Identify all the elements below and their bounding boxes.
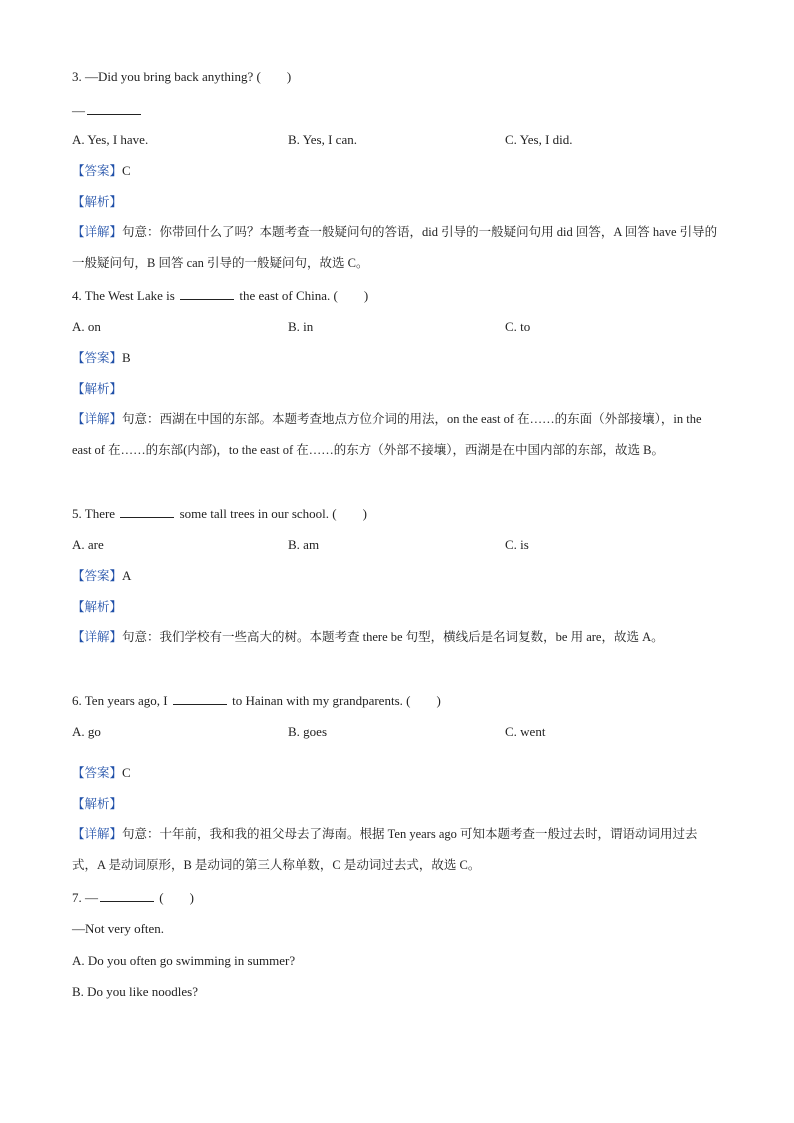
analysis-tag: 【解析】: [72, 599, 123, 614]
stem-part: 7. —: [72, 890, 98, 905]
q4-answer: [72, 349, 131, 367]
answer-tag: 【答案】: [72, 163, 123, 178]
answer-value: B: [122, 350, 131, 365]
q5-detail: [72, 622, 722, 653]
q5-blank: [120, 505, 174, 518]
stem-part: some tall trees in our school. ( ): [179, 506, 367, 521]
q5-option-a: A. are: [72, 537, 104, 552]
analysis-tag: 【解析】: [72, 194, 123, 209]
answer-value: C: [122, 765, 131, 780]
stem-part: to Hainan with my grandparents. ( ): [232, 693, 441, 708]
q5-analysis: [72, 598, 122, 616]
q3-option-a: A. Yes, I have.: [72, 132, 149, 147]
q7-reply: —Not very often.: [72, 921, 165, 936]
stem-part: ( ): [159, 890, 194, 905]
detail-tag: 【详解】: [72, 827, 123, 841]
q3-answer: [72, 162, 131, 180]
detail-tag: 【详解】: [72, 630, 123, 644]
q3-option-b: B. Yes, I can.: [288, 132, 357, 147]
stem-part: 5. There: [72, 506, 116, 521]
detail-text: 句意：你带回什么了吗？本题考查一般疑问句的答语，did 引导的一般疑问句用 did 回答，A 回答 have 引导的一般疑问句，B 回答 can 引导的一般疑问句，故选 C。: [72, 225, 718, 270]
stem-part: 4. The West Lake is: [72, 288, 175, 303]
q3-option-c: C. Yes, I did.: [505, 132, 573, 147]
detail-tag: 【详解】: [72, 412, 123, 426]
q6-option-c: C. went: [505, 724, 546, 739]
detail-text: 句意：我们学校有一些高大的树。本题考查 there be 句型，横线后是名词复数，be 用 are，故选 A。: [122, 630, 664, 644]
q7-stem: [72, 889, 194, 907]
q7-option-b: B. Do you like noodles?: [72, 984, 199, 999]
q6-answer: [72, 764, 131, 782]
q7-option-a: A. Do you often go swimming in summer?: [72, 953, 296, 968]
q4-option-a: A. on: [72, 319, 101, 334]
q6-detail: [72, 819, 722, 881]
q5-answer: [72, 567, 131, 585]
answer-tag: 【答案】: [72, 350, 123, 365]
q3-stem: 3. —Did you bring back anything? ( ): [72, 69, 292, 84]
q6-blank: [173, 692, 227, 705]
q6-stem: [72, 692, 441, 710]
q5-option-b: B. am: [288, 537, 320, 552]
detail-text: 句意：西湖在中国的东部。本题考查地点方位介词的用法，on the east of 在……的东面（外部接壤），in the east of 在……的东部(内部)，to the east of 在……的东方（外部不接壤），西湖是在中国内部的东部，故选 B。: [72, 412, 702, 457]
q4-detail: [72, 404, 722, 466]
q3-blank: [87, 102, 141, 115]
answer-tag: 【答案】: [72, 568, 123, 583]
q4-option-c: C. to: [505, 319, 531, 334]
q7-blank: [100, 889, 154, 902]
q6-analysis: [72, 795, 122, 813]
answer-tag: 【答案】: [72, 765, 123, 780]
stem-part: 6. Ten years ago, I: [72, 693, 168, 708]
analysis-tag: 【解析】: [72, 796, 123, 811]
q3-analysis: [72, 193, 122, 211]
q4-analysis: [72, 380, 122, 398]
q3-reply-prefix: —: [72, 103, 85, 118]
q4-blank: [180, 287, 234, 300]
q6-option-a: A. go: [72, 724, 101, 739]
answer-value: C: [122, 163, 131, 178]
q5-option-c: C. is: [505, 537, 529, 552]
q6-option-b: B. goes: [288, 724, 327, 739]
stem-part: the east of China. ( ): [239, 288, 369, 303]
q3-reply-line: [72, 102, 143, 120]
q5-stem: [72, 505, 367, 523]
q3-detail: [72, 217, 722, 279]
q4-stem: [72, 287, 368, 305]
detail-text: 句意：十年前，我和我的祖父母去了海南。根据 Ten years ago 可知本题考查一般过去时，谓语动词用过去式，A 是动词原形，B 是动词的第三人称单数，C 是动词过去式，故选 C。: [72, 827, 698, 872]
q4-option-b: B. in: [288, 319, 314, 334]
analysis-tag: 【解析】: [72, 381, 123, 396]
detail-tag: 【详解】: [72, 225, 123, 239]
answer-value: A: [122, 568, 132, 583]
